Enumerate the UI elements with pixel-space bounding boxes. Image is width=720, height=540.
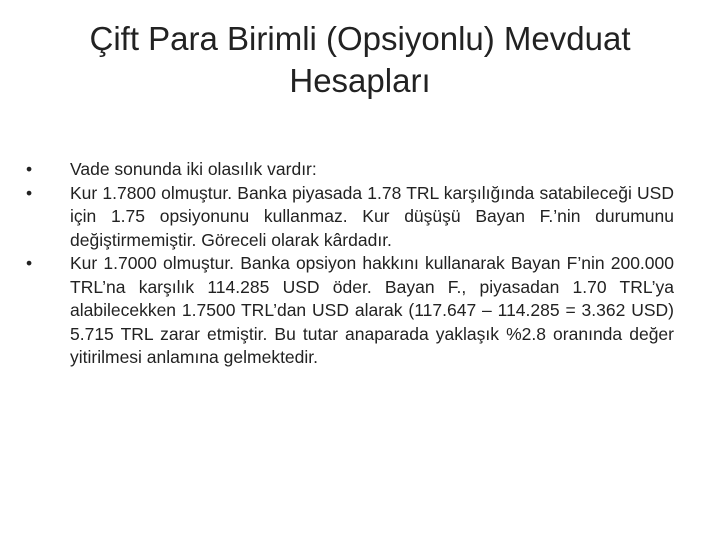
bullet-dot-icon: • [26, 253, 33, 273]
bullet-text: Vade sonunda iki olasılık vardır: [70, 159, 317, 179]
slide-title-line-2: Hesapları [289, 62, 431, 99]
bullet-item [22, 182, 674, 253]
bullet-item [22, 158, 674, 182]
bullet-dot-icon: • [26, 182, 33, 203]
bullet-text: Kur 1.7000 olmuştur. Banka opsiyon hakkını kullanarak Bayan F’nin 200.000 TRL’na karşılık 114.285 USD öder. Bayan F., piyasadan 1.70 TRL’ya alabilecekken 1.7500 TRL’dan USD alarak (117.647 – 114.285 = 3.362 USD) 5.715 TRL zarar etmiştir. Bu tutar anaparada yaklaşık %2.8 oranında değer yitirilmesi anlamına gelmektedir. [70, 253, 674, 367]
bullet-dot-icon: • [26, 159, 33, 179]
slide-title [40, 18, 680, 102]
bullet-list [22, 158, 674, 370]
bullet-item [22, 252, 674, 370]
slide-title-line-1: Çift Para Birimli (Opsiyonlu) Mevduat [89, 20, 631, 57]
bullet-text: Kur 1.7800 olmuştur. Banka piyasada 1.78 TRL karşılığında satabileceği USD için 1.75 opsiyonunu kullanmaz. Kur düşüşü Bayan F.’nin durumunu değiştirmemiştir. Göreceli olarak kârdadır. [70, 182, 674, 250]
